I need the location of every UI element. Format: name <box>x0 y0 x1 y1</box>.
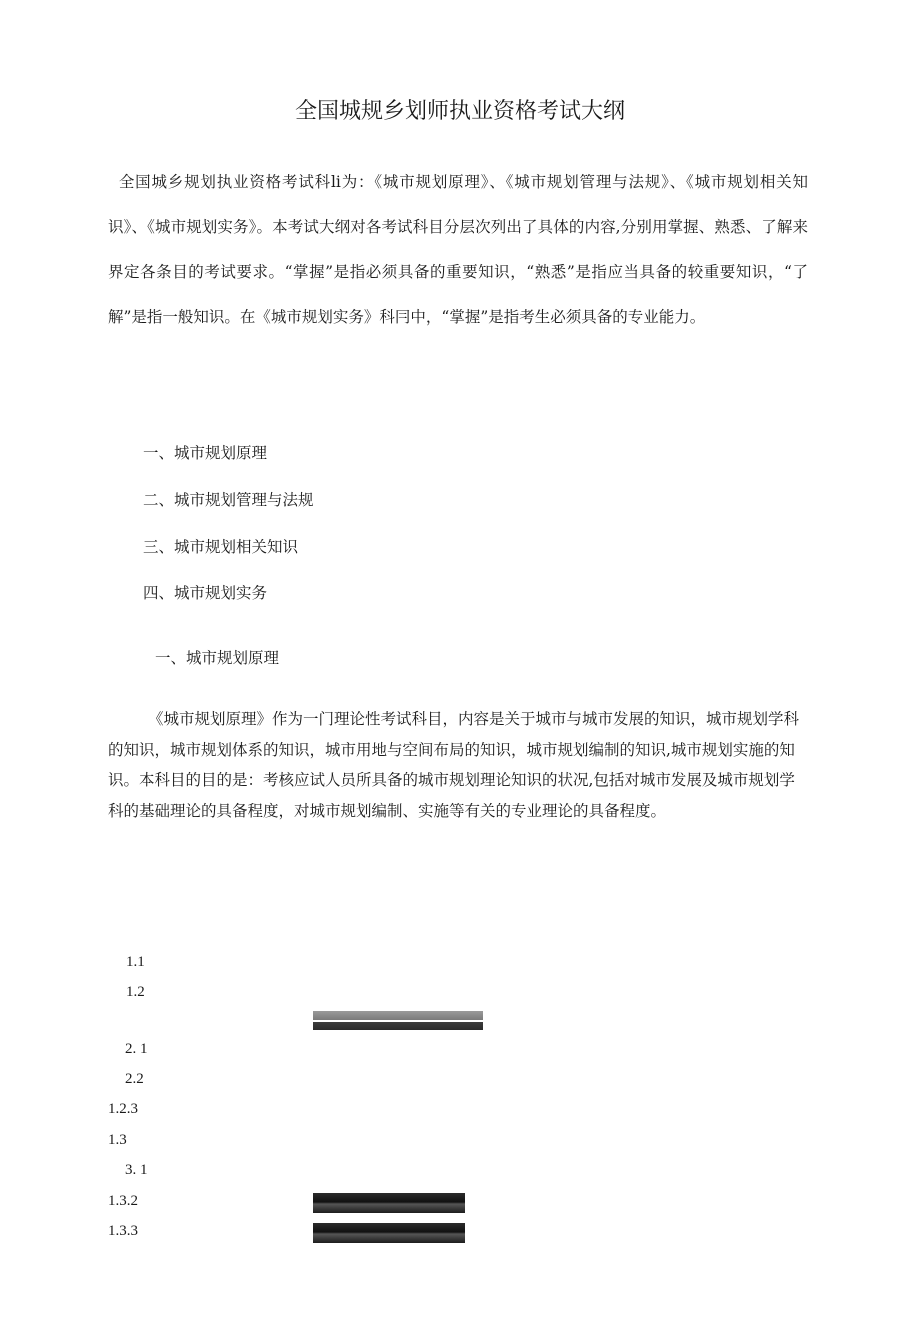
outline-number: 1.1 <box>126 954 145 970</box>
outline-number: 1.3.2 <box>108 1193 138 1209</box>
toc-item-2: 二、城市规划管理与法规 <box>143 491 314 509</box>
outline-number: 1.3.3 <box>108 1223 138 1239</box>
outline-number: 1.3 <box>108 1132 127 1148</box>
section-heading: 一、城市规划原理 <box>155 649 280 667</box>
redaction-bar <box>313 1223 465 1243</box>
toc-item-1: 一、城市规划原理 <box>143 444 268 462</box>
redaction-bar <box>313 1193 465 1213</box>
redaction-bar <box>313 1011 483 1030</box>
outline-number: 2.2 <box>125 1071 144 1087</box>
toc-item-3: 三、城市规划相关知识 <box>143 538 299 556</box>
outline-number: 1.2 <box>126 984 145 1000</box>
outline-number: 3. 1 <box>125 1162 148 1178</box>
outline-number: 2. 1 <box>125 1041 148 1057</box>
intro-paragraph <box>108 160 808 340</box>
outline-number: 1.2.3 <box>108 1101 138 1117</box>
toc-item-4: 四、城市规划实务 <box>143 584 268 602</box>
document-title: 全国城规乡划师执业资格考试大纲 <box>294 99 625 124</box>
section-body-paragraph <box>108 704 802 826</box>
intro-text: 全国城乡规划执业资格考试科li为：《城市规划原理》、《城市规划管理与法规》、《城市规划相关知识》、《城市规划实务》。本考试大纲对各考试科目分层次列出了具体的内容,分别用掌握、熟悉、了解来界定各条目的考试要求。“掌握”是指必须具备的重要知识，“熟悉”是指应当具备的较重要知识，“了解”是指一般知识。在《城市规划实务》科冃中，“掌握”是指考生必须具备的专业能力。 <box>108 173 808 326</box>
section-body-text: 《城市规划原理》作为一门理论性考试科目，内容是关于城市与城市发展的知识，城市规划学科的知识，城市规划体系的知识，城市用地与空间布局的知识，城市规划编制的知识,城市规划实施的知识。本科目的目的是：考核应试人员所具备的城市规划理论知识的状况,包括对城市发展及城市规划学科的基础理论的具备程度，对城市规划编制、实施等有关的专业理论的具备程度。 <box>108 710 800 820</box>
